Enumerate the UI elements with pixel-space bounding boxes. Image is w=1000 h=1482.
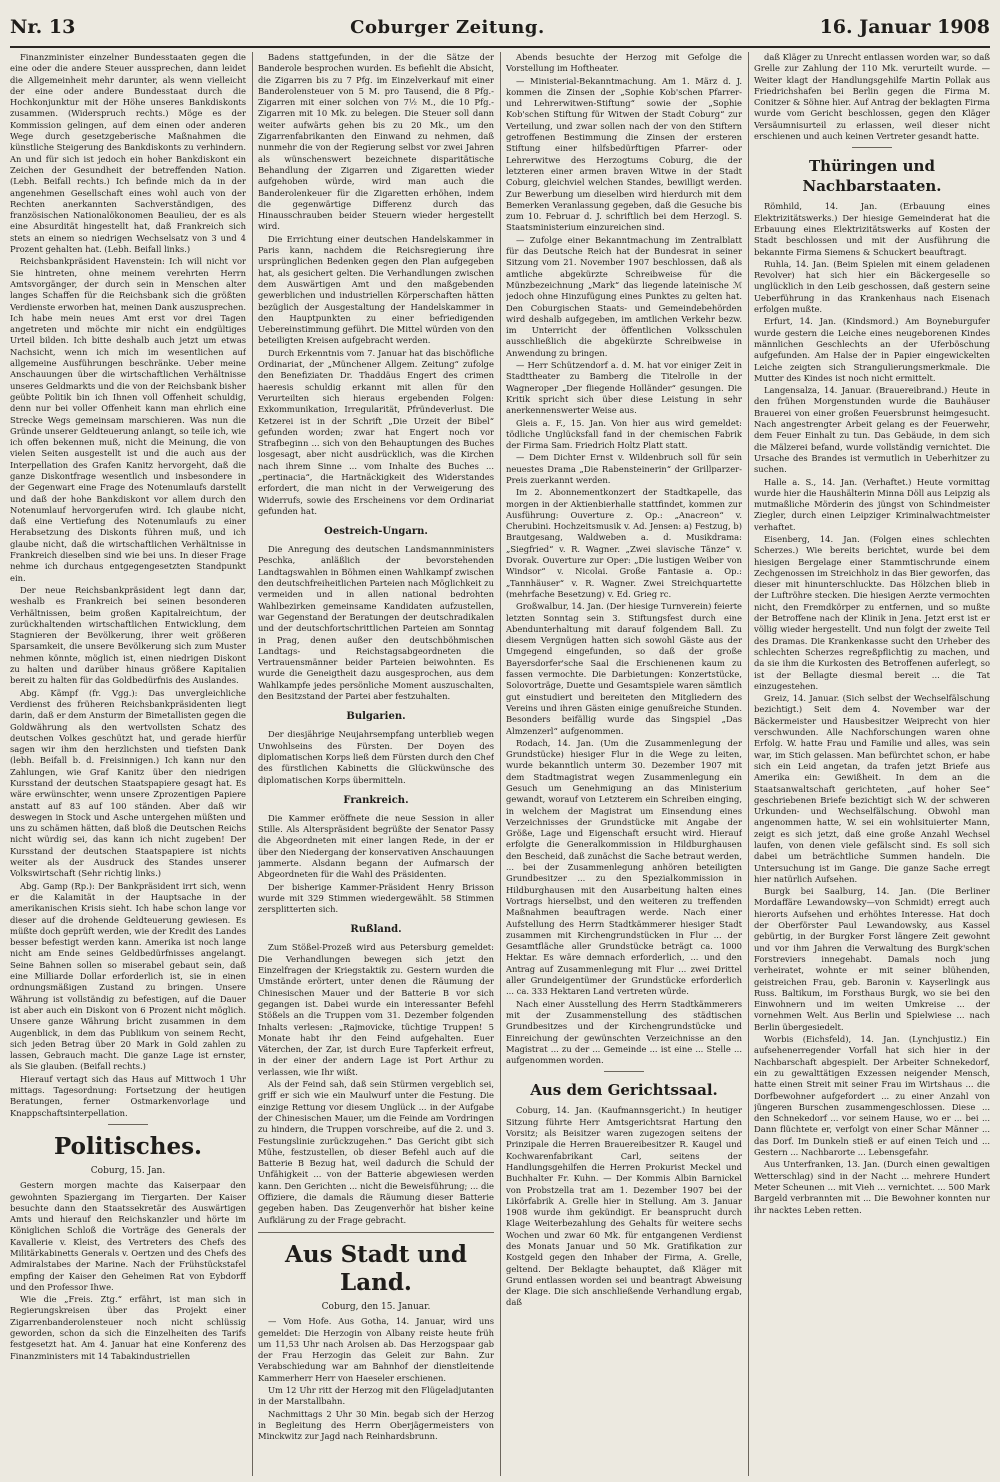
article-paragraph: — Vom Hofe. Aus Gotha, 14. Januar, wird uns gemeldet: Die Herzogin von Albany reiste heute früh um 11,53 Uhr nach Arolsen ab. Das Herzogspaar gab der Frau Herzogin das Geleit zur Bahn. Zur Verabschiedung war am Bahnhof der dienstleitende Kammerherr Herr von Haeseler erschienen. [258, 1316, 494, 1383]
column-4 [754, 52, 990, 1476]
section-divider [604, 1071, 644, 1072]
article-paragraph: Gestern morgen machte das Kaiserpaar den gewohnten Spaziergang im Tiergarten. Der Kaiser besuchte dann den Staatssekretär des Auswärtigen Amts und hierauf den Reichskanzler und hörte im Königlichen Schloß die Vorträge des Generals der Kavallerie v. Kleist, des Vertreters des Chefs des Militärkabinetts Generals v. Oertzen und des Chefs des Admiralstabes der Marine. Nach der Frühstückstafel empfing der Kaiser den Geheimen Rat von Eybdorff und den Professor Ihwe. [10, 1180, 246, 1292]
article-paragraph: Worbis (Eichsfeld), 14. Jan. (Lynchjustiz.) Ein aufsehenerregender Vorfall hat sich hier in der Nachbarschaft abgespielt. Der Arbeiter Schnekedorf, ein zu gewalttätigen Exzessen neigender Mensch, hatte einen Streit mit seiner Frau im Wirtshaus ... die Dorfbewohner aufgefordert ... zu einer Anzahl von jüngeren Burschen zusammengeschlossen. Diese ... den Schnekedorf ... vor seinem Hause, wo er ... bei ... Dann flüchtete er, verfolgt von einer Schar Männer ... das Dorf. Im Dunkeln stieß er auf einen Teich und ... Gestern ... Nachbarorte ... Lebensgefahr. [754, 1034, 990, 1158]
section-heading-thuringia: Thüringen und Nachbarstaaten. [802, 157, 942, 196]
article-paragraph: Nach einer Ausstellung des Herrn Stadtkämmerers mit der Zusammenstellung des städtischen Grundbesitzes und der Kirchengrundstücke und Einreichung der gewünschten Verzeichnisse an den Magistrat ... zu der ... Gemeinde ... ist eine ... Stelle ... aufgenommen worden. [506, 998, 742, 1066]
section-heading-austria: Oestreich-Ungarn. [324, 526, 428, 538]
article-paragraph: Römhild, 14. Jan. (Erbauung eines Elektrizitätswerks.) Der hiesige Gemeinderat hat die Erbauung eines Elektrizitätswerks auf Kosten der Stadt beschlossen und mit der Ausführung die bekannte Firma Siemens & Schuckert beauftragt. [754, 201, 990, 257]
article-paragraph: — Zufolge einer Bekanntmachung im Zentralblatt für das Deutsche Reich hat der Bundesrat in seiner Sitzung vom 21. November 1907 beschlossen, daß als amtliche abgekürzte Schreibweise für die Münzbezeichnung „Mark“ das liegende lateinische ℳ jedoch ohne Hinzufügung eines Punktes zu gelten hat. Den Coburgischen Staats- und Gemeindebehörden wird deshalb aufgegeben, im amtlichen Verkehr bezw. im Unterricht der öffentlichen Volksschulen ausschließlich die abgekürzte Schreibweise in Anwendung zu bringen. [506, 234, 742, 358]
header-rule [10, 46, 990, 48]
article-paragraph: Hierauf vertagt sich das Haus auf Mittwoch 1 Uhr mittags. Tagesordnung: Fortsetzung der heutigen Beratungen, ferner Ostmarkenvorlage und Knappschaftsinterpellation. [10, 1073, 246, 1118]
article-paragraph: Erfurt, 14. Jan. (Kindsmord.) Am Boyneburgufer wurde gestern die Leiche eines neugeborenen Kindes männlichen Geschlechts an der Uferböschung aufgefunden. Am Halse der in Papier eingewickelten Leiche zeigten sich Strangulierungsmerkmale. Die Mutter des Kindes ist noch nicht ermittelt. [754, 316, 990, 383]
article-paragraph: Reichsbankpräsident Havenstein: Ich will nicht vor Sie hintreten, ohne meinem verehrten Herrn Amtsvorgänger, der durch sein in Menschen alter langes Schaffen für die Reichsbank sich die größten Verdienste erworben hat, meinen Dank auszusprechen. Ich habe mein neues Amt erst vor drei Tagen angetreten und möchte mir nicht ein endgültiges Urteil bilden. Ich bitte deshalb auch jetzt um etwas Nachsicht, wenn ich mich im wesentlichen auf allgemeine Ausführungen beschränke. Ueber meine Anschauungen über die wirtschaftlichen Verhältnisse unseres Geldmarkts und die von der Reichsbank bisher geübte Politik bin ich Ihnen voll Offenheit schuldig, denn nur bei voller Offenheit kann man ehrlich eine Strecke Wegs gemeinsam marschieren. Was nun die Gründe unserer Geldteuerung anlangt, so teile ich, wie ich offen bekennen muß, nicht die Meinung, die von vielen Seiten ausgestellt ist und die auch aus der Interpellation des Grafen Kanitz hervorgeht, daß die ganze Diskontfrage wesentlich und insbesondere in der Gegenwart eine Frage des Notenumlaufs darstellt und daß der hohe Bankdiskont vor allem durch den Notenumlauf hervorgerufen wird. Ich glaube nicht, daß eine Vertiefung des Notenumlaufs zu einer Herabsetzung des Diskonts führen muß, und ich glaube nicht, daß die wirtschaftlichen Verhältnisse in Frankreich dieselben sind wie bei uns. In dieser Frage nehme ich durchaus entgegengesetzten Standpunkt ein. [10, 256, 246, 583]
article-paragraph: Finanzminister einzelner Bundesstaaten gegen die eine oder die andere Steuer aussprechen, dann leidet die Allgemeinheit mehr darunter, als wenn vielleicht der eine oder andere Bundesstaat durch die Hochkonjunktur mit der Höhe unseres Bankdiskonts zusammen. (Widerspruch rechts.) Möge es der Kommission gelingen, auf dem einen oder anderen Wege durch gesetzgeberische Maßnahmen die künstliche Steigerung des Bankdiskonts zu verhindern. An und für sich ist jedoch ein hoher Bankdiskont ein Zeichen der Gesundheit der betreffenden Nation. (Lebh. Beifall rechts.) Ich befinde mich da in der angenehmen Gesellschaft eines wohl auch von der Rechten anerkannten Sachverständigen, des französischen Nationalökonomen Beaulieu, der es als eine Absurdität hingestellt hat, daß Frankreich sich stets an einem so niedrigen Wechselsatz von 3 und 4 Prozent gehalten hat. (Lebh. Beifall links.) [10, 52, 246, 255]
article-paragraph: Abg. Kämpf (fr. Vgg.): Das unvergleichliche Verdienst des früheren Reichsbankpräsidenten liegt darin, daß er dem Ansturm der Bimetallisten gegen die Goldwährung als den wertvollsten Schatz des deutschen Volkes geschützt hat, und gerade hierfür sagen wir ihm den herzlichsten und tiefsten Dank (lebh. Beifall b. d. Freisinnigen.) Ich kann nur den Zahlungen, wie Graf Kanitz über den niedrigen Kursstand der deutschen Staatspapiere gesagt hat. Es wäre erwünschter, wenn unsere Zprozentigen Papiere anstatt auf 83 auf 100 ständen. Aber daß wir deswegen in Stock und Asche untergehen müßten und uns zu schämen hätten, daß bloß die Deutschen Reichs nicht würdig sei, das kann ich nicht zugeben! Der Kursstand der deutschen Staatspapiere ist nichts weiter als der Ausdruck des Standes unserer Volkswirtschaft (Sehr richtig links.) [10, 687, 246, 879]
article-paragraph: Der neue Reichsbankpräsident legt dann dar, weshalb es Frankreich bei seinen besonderen Verhältnissen, beim großen Kapitalreichtum, der zurückhaltenden wirtschaftlichen Entwicklung, dem Stagnieren der Bevölkerung, ihrer weit größeren Sparsamkeit, die unsere Bevölkerung sich zum Muster nehmen könnte, möglich ist, einen niedrigen Diskont zu halten und darüber hinaus größere Kapitalien bereit zu halten für das Goldbedürfnis des Auslandes. [10, 584, 246, 686]
section-divider [852, 147, 892, 148]
column-rule [252, 52, 253, 1476]
article-paragraph: Großwalbur, 14. Jan. (Der hiesige Turnverein) feierte letzten Sonntag sein 3. Stiftungsfest durch eine Abendunterhaltung mit darauf folgendem Ball. Zu diesem Vergnügen hatten sich sowohl Gäste aus der Umgegend eingefunden, so daß der große Bayersdorfer'sche Saal die Erschienenen kaum zu fassen vermochte. Die Darbietungen: Konzertstücke, Solovorträge, Duette und Gesamtspiele waren sämtlich gut einstudiert und bereiteten den Mitgliedern des Vereins und ihren Gästen einige genußreiche Stunden. Besonders beifällig wurde das Singspiel „Das Almzenzerl“ aufgenommen. [506, 601, 742, 736]
article-paragraph: Wie die „Freis. Ztg.“ erfährt, ist man sich in Regierungskreisen über das Projekt einer Zigarrenbanderolensteuer noch nicht schlüssig geworden, schon da sich die Einzelheiten des Tarifs festgesetzt hat. Am 4. Januar hat eine Konferenz des Finanzministers mit 14 Tabakindustriellen [10, 1294, 246, 1361]
section-heading-russia: Rußland. [350, 924, 402, 936]
section-heading-local: Aus Stadt und Land. [285, 1240, 467, 1296]
column-1 [10, 52, 246, 1476]
article-paragraph: Der bisherige Kammer-Präsident Henry Brisson wurde mit 329 Stimmen wiedergewählt. 58 Stimmen zersplitterten sich. [258, 881, 494, 915]
article-paragraph: Als der Feind sah, daß sein Stürmen vergeblich sei, griff er sich wie ein Maulwurf unter die Festung. Die einzige Rettung vor diesem Unglück ... in der Aufgabe der Chinesischen Mauer, um die Feinde am Vordringen zu hindern, die Truppen vorschreibe, auf die 2. und 3. Festungslinie zurückzugehen.“ Das Gericht gibt sich Mühe, festzustellen, ob dieser Befehl auch auf die Batterie B Bezug hat, weil dadurch die Schuld der Unfähigkeit ... von der Batterie abgewiesen werden kann. Den Gerichten ... nicht die Beweisführung; ... die Offiziere, die damals die Räumung dieser Batterie gegeben haben. Das Zeugenverhör hat bisher keine Aufklärung zu der Frage gebracht. [258, 1079, 494, 1225]
column-rule [748, 52, 749, 1476]
article-paragraph: Aus Unterfranken, 13. Jan. (Durch einen gewaltigen Wetterschlag) sind in der Nacht ... mehrere Hundert Meter Scheunen ... mit Vieh ... vernichtet. ... 500 Mark Bargeld verbrannten mit ... Die Bewohner konnten nur ihr nacktes Leben retten. [754, 1159, 990, 1215]
article-paragraph: Rodach, 14. Jan. (Um die Zusammenlegung der Grundstücke) hiesiger Flur in die Wege zu leiten, wurde bekanntlich unterm 30. Dezember 1907 mit dem Stadtmagistrat wegen Zusammenlegung ein Gesuch um Genehmigung an das Ministerium gewandt, worauf von Letzterem ein Schreiben einging, in welchem der Magistrat um Einsendung eines Verzeichnisses der Grundstücke mit Angabe der Größe, Lage und Eigenschaft ersucht wird. Hierauf erfolgte die Generalkommission in Hildburghausen den Bescheid, daß zunächst die Sache betraut werden, ... bei der Zusammenlegung anhören beteiligten Grundbesitzer ... zu den Spezialkommission in Hildburghausen mit den Ausarbeitung halten eines Vortrags hierselbst, und den weiteren zu treffenden Maßnahmen beauftragen werde. Nach einer Aufstellung des Herrn Stadtkämmerer hiesiger Stadt zusammen mit Kirchengrundstücken in Flur ... der Gesamtfläche aller Grundstücke beträgt ca. 1000 Hektar. Es wäre demnach erforderlich, ... und den Antrag auf Zusammenlegung mit Flur ... zwei Drittel aller Grundeigentümer der Grundstücke erforderlich ... ca. 333 Hektaren Land vertreten würde. [506, 737, 742, 997]
article-paragraph: Durch Erkenntnis vom 7. Januar hat das bischöfliche Ordinariat, der „Münchener Allgem. Zeitung“ zufolge den Benefiziaten Dr. Thaddäus Engert des crimen haeresis schuldig erkannt mit allen für den Verurteilten sich hieraus ergebenden Folgen: Exkommunikation, Irregularität, Pfründeverlust. Die Ketzerei ist in der Schrift „Die Urzeit der Bibel“ gefunden worden; zwar hat Engert noch vor Strafbeginn ... sich von den Behauptungen des Buches losgesagt, aber nicht ausdrücklich, was die Kirchen nach ihrem Sinne ... vom Inhalte des Buches ... „pertinacia“, die Hartnäckigkeit des Widerstandes erfordert, die man nicht in der Verweigerung des Widerrufs, sowie des Erscheinens vor dem Ordinariat gefunden hat. [258, 347, 494, 516]
article-paragraph: daß Kläger zu Unrecht entlassen worden war, so daß Grelle zur Zahlung der 110 Mk. verurteilt wurde. — Weiter klagt der Handlungsgehilfe Martin Pollak aus Friedrichshafen bei Berlin gegen die Firma M. Conitzer & Söhne hier. Auf Antrag der beklagten Firma wurde vom Gericht beschlossen, gegen den Kläger Versäumnisurteil zu erlassen, weil dieser nicht erschienen und auch keinen Vertreter gesandt hatte. [754, 52, 990, 142]
article-paragraph: Die Anregung des deutschen Landsmannministers Peschka, anläßlich der bevorstehenden Landtagswahlen in Böhmen einen Wahlkampf zwischen den deutschfreiheitlichen Parteien nach Möglichkeit zu vermeiden und in allen national bedrohten Wahlbezirken gemeinsame Kandidaten aufzustellen, war Gegenstand der Beratungen der deutschradikalen und der deutschfortschrittlichen Parteien am Sonntag in Prag, denen außer den deutschböhmischen Landtags- und Reichstagsabgeordneten die Vertrauensmänner beider Parteien beiwohnten. Es wurde die Geneigtheit dazu ausgesprochen, aus dem Wahlkampfe jedes persönliche Moment auszuschalten, den Besitzstand der Partei aber festzuhalten. [258, 544, 494, 702]
article-paragraph: Greiz, 14. Januar. (Sich selbst der Wechselfälschung bezichtigt.) Seit dem 4. November war der Bäckermeister und Hausbesitzer Weiprecht von hier verschwunden. Alle Nachforschungen waren ohne Erfolg. W. hatte Frau und Familie und alles, was sein war, im Stich gelassen. Man befürchtet schon, er habe sich ein Leid angetan, da trafen jetzt Briefe aus Amerika ein: Gewißheit. In dem an die Staatsanwaltschaft gerichteten, „auf hoher See“ geschriebenen Briefe bezichtigt sich W. der schweren Urkunden- und Wechselfälschung. Obwohl man angenommen hatte, W. sei ein wohlsituierter Mann, zeigt es sich jetzt, daß eine große Anzahl Wechsel laufen, von denen viele gefälscht sind. Es soll sich dabei um beträchtliche Summen handeln. Die Untersuchung ist im Gange. Die ganze Sache erregt hier natürlich Aufsehen. [754, 693, 990, 884]
section-divider [258, 1232, 494, 1233]
article-paragraph: Eisenberg, 14. Jan. (Folgen eines schlechten Scherzes.) Wie bereits berichtet, wurde bei dem hiesigen Bergelage einer Stammtischrunde einem Zechgenossen im Streichholz in das Bier geworfen, das dieser mit hinunterschluckte. Das Hölzchen blieb in der Luftröhre stecken. Die hiesigen Aerzte vermochten nicht, den Fremdkörper zu entfernen, und so mußte der Betroffene nach der Klinik in Jena. Jetzt erst ist er völlig wieder hergestellt. Und nun folgt der zweite Teil des Dramas. Die Krankenkasse sucht den Urheber des schlechten Scherzes regreßpflichtig zu machen, und da sie ihm die Kurkosten des Betroffenen auferlegt, so ist der Bellagte diesmal bereit ... die Tat einzugestehen. [754, 533, 990, 691]
article-paragraph: Burgk bei Saalburg, 14. Jan. (Die Berliner Mordaffäre Lewandowsky—von Schmidt) erregt auch hierorts Aufsehen und erhöhtes Interesse. Hat doch der Oberförster Paul Lewandowsky, aus Kassel gebürtig, in der Burgker Forst längere Zeit gewohnt und vor ihm Jahren die Verwaltung des Burgk'schen Forstreviers innegehabt. Damals noch jung verheiratet, wohnte er mit seiner blühenden, geistreichen Frau, geb. Baronin v. Kayserlingk aus Russ. Baltikum, im Forsthaus Burgk, wo sie bei den Einwohnern und im weiten Umkreise ... der vornehmen Welt. Aus Berlin und Spielwiese ... nach Berlin übergesiedelt. [754, 886, 990, 1032]
article-paragraph: — Dem Dichter Ernst v. Wildenbruch soll für sein neuestes Drama „Die Rabensteinerin“ der Grillparzer-Preis zuerkannt werden. [506, 452, 742, 485]
dateline: Coburg, den 15. Januar. [321, 1301, 431, 1312]
article-paragraph: Um 12 Uhr ritt der Herzog mit den Flügeladjutanten in der Marstallbahn. [258, 1384, 494, 1407]
article-paragraph: Abg. Gamp (Rp.): Der Bankpräsident irrt sich, wenn er die Kalamität in der Hauptsache in der amerikanischen Krisis sieht. Ich habe schon lange vor dieser auf die drohende Geldteuerung gewiesen. Es müßte doch geprüft werden, wie der Kredit des Landes besser befestigt werden kann. Amerika ist noch lange nicht am Ende seines Geldbedürfnisses angelangt. Seine Bahnen sollen so miserabel gebaut sein, daß eine Milliarde Dollar erforderlich ist, sie in einen ordnungsmäßigen Zustand zu bringen. Unsere Währung ist vollständig zu befestigen, auf die Dauer ist aber auch ein Diskont von 6 Prozent nicht möglich. Unsere ganze Währung bricht zusammen in dem Augenblick, in dem das Publikum von seinem Recht, sich jeden Betrag über 20 Mark in Gold zahlen zu lassen, Gebrauch macht. Die ganze Lage ist ernster, als Sie glauben. (Beifall rechts.) [10, 880, 246, 1072]
column-2 [258, 52, 494, 1476]
article-paragraph: — Herr Schützendorf a. d. M. hat vor einiger Zeit in Stadttheater zu Bamberg die Titelrolle in der Wagneroper „Der fliegende Holländer“ gesungen. Die Kritik spricht sich über diese Leistung in sehr anerkennenswerter Weise aus. [506, 360, 742, 416]
column-3 [506, 52, 742, 1476]
issue-number: Nr. 13 [10, 16, 76, 38]
article-paragraph: — Ministerial-Bekanntmachung. Am 1. März d. J. kommen die Zinsen der „Sophie Kob'schen Pfarrer- und Lehrerwitwen-Stiftung“ sowie der „Sophie Kob'schen Stiftung für Witwen der Stadt Coburg“ zur Verteilung, und zwar sollen nach der von den Stiftern getroffenen Bestimmung die Zinsen der ersteren Stiftung einer hilfsbedürftigen Pfarrer- oder Lehrerwitwe des Herzogtums Coburg, die der letzteren einer armen braven Witwe in der Stadt Coburg, gleichviel welchen Standes, bewilligt werden. Zur Bewerbung um dieselben wird hierdurch mit dem Bemerken Veranlassung gegeben, daß die Gesuche bis zum 10. Februar d. J. schriftlich bei dem Herzogl. S. Staatsministerium einzureichen sind. [506, 75, 742, 233]
article-paragraph: Halle a. S., 14. Jan. (Verhaftet.) Heute vormittag wurde hier die Haushälterin Minna Döll aus Leipzig als mutmaßliche Mörderin des jüngst von Schindmeister Ziegler, durch einen Leipziger Kriminalwachtmeister verhaftet. [754, 476, 990, 532]
article-paragraph: Coburg, 14. Jan. (Kaufmannsgericht.) In heutiger Sitzung führte Herr Amtsgerichtsrat Hartung den Vorsitz; als Beisitzer waren zugezogen seitens der Prinzipale die Herren Brauereibesitzer R. Kaugel und Kochwarenfabrikant Carl, seitens der Handlungsgehilfen die Herren Prokurist Meckel und Buchhalter Fr. Kuhn. — Der Kommis Albin Barnickel von Probstzella trat am 1. Dezember 1907 bei der Likörfabrik A. Grelle hier in Stellung. Am 3. Januar 1908 wurde ihm gekündigt. Er beansprucht durch Klage Weiterbezahlung des Gehalts für weitere sechs Wochen und zwar 60 Mk. für entgangenen Verdienst des Monats Januar und 50 Mk. Gratifikation zur Kostgeld gegen den Inhaber der Firma, A. Grelle, geltend. Der Beklagte behauptet, daß Kläger mit Grund entlassen worden sei und beantragt Abweisung der Klage. Die sich anschließende Verhandlung ergab, daß [506, 1105, 742, 1308]
page-header [10, 12, 990, 42]
newspaper-title: Coburger Zeitung. [350, 16, 545, 38]
column-rule [500, 52, 501, 1476]
section-heading-france: Frankreich. [343, 794, 409, 806]
article-paragraph: Die Kammer eröffnete die neue Session in aller Stille. Als Alterspräsident begrüßte der Senator Passy die Abgeordneten mit einer langen Rede, in der er über den Niedergang der konservativen Anschauungen jammerte. Alsdann begann der Aufmarsch der Abgeordneten für die Wahl des Präsidenten. [258, 812, 494, 880]
section-divider [108, 1124, 148, 1125]
article-paragraph: Die Errichtung einer deutschen Handelskammer in Paris kann, nachdem die Reichsregierung ihre ursprünglichen Bedenken gegen den Plan aufgegeben hat, als gesichert gelten. Die Verhandlungen zwischen dem Auswärtigen Amt und den maßgebenden gewerblichen und industriellen Körperschaften hätten bezüglich der Ausgestaltung der Handelskammer in den Hauptpunkten zu einer befriedigenden Uebereinstimmung geführt. Die Mittel würden von den beteiligten Kreisen aufgebracht werden. [258, 233, 494, 346]
issue-date: 16. Januar 1908 [819, 16, 990, 38]
article-paragraph: Langensalza, 14. Januar. (Brauereibrand.) Heute in den frühen Morgenstunden wurde die Bauhäuser Brauerei von einer großen Feuersbrunst heimgesucht. Nach angestrengter Arbeit gelang es der Feuerwehr, dem Feuer Einhalt zu tun. Das Gebäude, in dem sich die Mälzerei befand, wurde vollständig vernichtet. Die Ursache des Brandes ist vermutlich in Ueberhitzer zu suchen. [754, 385, 990, 475]
article-paragraph: Nachmittags 2 Uhr 30 Min. begab sich der Herzog in Begleitung des Herrn Oberjägermeisters von Minckwitz zur Jagd nach Reinhardsbrunn. [258, 1408, 494, 1442]
section-heading-politics: Politisches. [53, 1132, 203, 1160]
article-paragraph: Gleis a. F., 15. Jan. Von hier aus wird gemeldet: tödliche Unglücksfall fand in der chemischen Fabrik der Firma Sam. Friedrich Holtz Platt statt. [506, 417, 742, 451]
article-paragraph: Ruhla, 14. Jan. (Beim Spielen mit einem geladenen Revolver) hat sich hier ein Bäckergeselle so unglücklich in den Leib geschossen, daß gestern seine Ueberführung in das Krankenhaus nach Eisenach erfolgen mußte. [754, 258, 990, 315]
section-heading-court: Aus dem Gerichtssaal. [530, 1081, 718, 1100]
dateline: Coburg, 15. Jan. [90, 1165, 166, 1176]
article-paragraph: Abends besuchte der Herzog mit Gefolge die Vorstellung im Hoftheater. [506, 52, 742, 74]
article-paragraph: Badens stattgefunden, in der die Sätze der Banderole besprochen wurden. Es befiehlt die Absicht, die Zigarren bis zu 7 Pfg. im Einzelverkauf mit einer Banderolensteuer von 5 M. pro Tausend, die 8 Pfg.-Zigarren mit einer solchen von 7½ M., die 10 Pfg.-Zigarren mit 10 Mk. zu belegen. Die Steuer soll dann weiter aufwärts gehen bis zu 20 Mk., um den Zigarrenfabrikanten den Einwand zu nehmen, daß nunmehr die von der Regierung selbst vor zwei Jahren als wünschenswert bezeichnete disparitätische Behandlung der Zigarren und Zigaretten wieder aufgehoben würde, wird man auch die Banderolenkeuer für die Zigaretten erhöhen, indem die gegenwärtige Differenz durch das Hinausschrauben beider Steuern wieder hergestellt wird. [258, 52, 494, 232]
article-paragraph: Im 2. Abonnementkonzert der Stadtkapelle, das morgen in der Aktienbierhalle stattfindet, kommen zur Ausführung: Ouverture z. Op.: „Anacreon“ v. Cherubini. Hochzeitsmusik v. Ad. Jensen: a) Festzug, b) Brautgesang, Waldweben a. d. Musikdrama: „Siegfried“ v. R. Wagner. „Zwei slavische Tänze“ v. Dvorak. Ouverture zur Oper: „Die lustigen Weiber von Windsor“ v. Nicolai. Große Fantasie a. Op.: „Tannhäuser“ v. R. Wagner. Zwei Streichquartette (mehrfache Besetzung) v. Ed. Grieg rc. [506, 487, 742, 599]
article-paragraph: Der diesjährige Neujahrsempfang unterblieb wegen Unwohlseins des Fürsten. Der Doyen des diplomatischen Korps ließ dem Fürsten durch den Chef des fürstlichen Kabinetts die Glückwünsche des diplomatischen Korps übermitteln. [258, 729, 494, 785]
section-heading-bulgaria: Bulgarien. [346, 711, 406, 723]
article-paragraph: Zum Stößel-Prozeß wird aus Petersburg gemeldet: Die Verhandlungen bewegen sich jetzt den Einzelfragen der Kriegstaktik zu. Gestern wurden die Umstände erörtert, unter denen die Räumung der Chinesischen Mauer und der Batterie B vor sich gegangen ist. Dabei wurde ein interessanter Befehl Stößels an die Truppen vom 31. Dezember folgenden Inhalts verlesen: „Rajmovicke, tüchtige Truppen! 5 Monate habt ihr den Feind aufgehalten. Euer Väterchen, der Zar, ist durch Eure Tapferkeit erfreut, in der einer der andern Lage ist Port Arthur zu verlassen, wie Ihr wißt. [258, 942, 494, 1077]
